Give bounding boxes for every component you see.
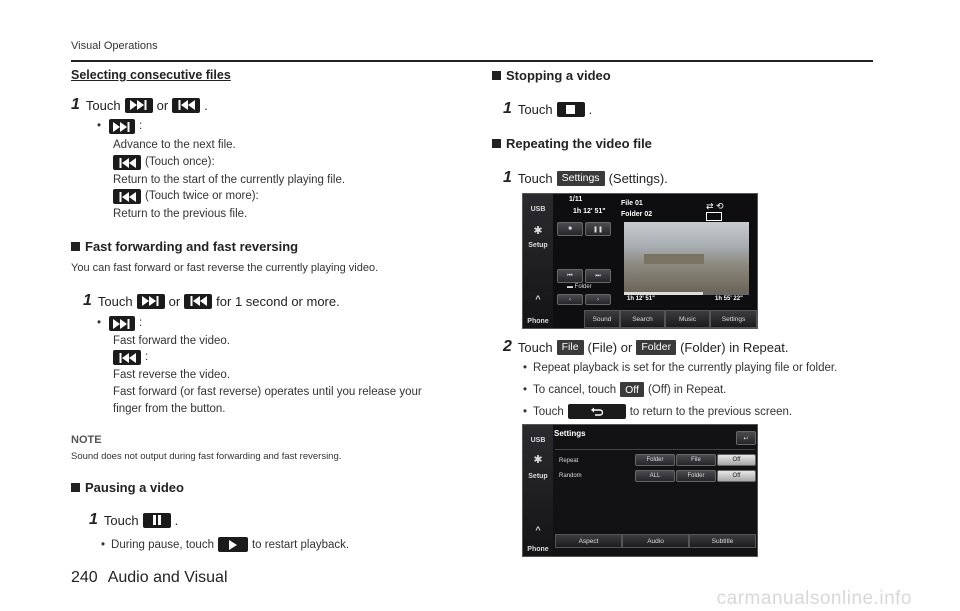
folder-icon: ▬ (567, 284, 573, 290)
display-mode-icon (706, 212, 722, 221)
random-off-button[interactable]: Off (717, 470, 756, 482)
stop-button[interactable]: ■ (557, 222, 583, 236)
time-left: 1h 12' 51" (627, 296, 655, 302)
step-number: 1 (503, 100, 512, 117)
bluetooth-icon: ✱ (533, 225, 543, 237)
header-rule (71, 60, 873, 62)
pause-button[interactable]: ❚❚ (585, 222, 611, 236)
step-number: 1 (71, 96, 80, 113)
time-total: 1h 55' 22" (715, 296, 743, 302)
next-icon (109, 119, 135, 134)
off-label: Off (620, 382, 644, 397)
stop-heading: Stopping a video (492, 68, 611, 83)
watermark: carmanualsonline.info (716, 588, 912, 609)
folder-button[interactable]: ▬ Folder (567, 284, 592, 290)
usb-source: USB (530, 437, 546, 444)
pause-icon (143, 513, 171, 528)
repeat-off-button[interactable]: Off (717, 454, 756, 466)
step-fast-forward: 1 Touch or for 1 second or more. (83, 292, 340, 309)
tab-subtitle[interactable]: Subtitle (689, 534, 756, 548)
ff-note-1: Fast forward (or fast reverse) operates until you release your (113, 386, 422, 398)
video-thumbnail (624, 222, 749, 292)
previous-button[interactable]: ⏮ (557, 269, 583, 283)
play-icon (218, 537, 248, 552)
phone-label: Phone (527, 546, 549, 553)
pause-bullet: • During pause, touch to restart playback. (101, 538, 350, 551)
next-icon (125, 98, 153, 113)
ff-intro: You can fast forward or fast reverse the currently playing video. (71, 262, 379, 274)
up-arrow-icon: ^ (535, 294, 541, 304)
ff-line: • : (97, 317, 143, 329)
square-bullet-icon (71, 242, 80, 251)
tab-search[interactable]: Search (620, 310, 665, 328)
repeat-mode-icon: ⇄ ⟲ (706, 201, 724, 211)
square-bullet-icon (71, 483, 80, 492)
repeat-bullet-2: • To cancel, touch Off (Off) in Repeat. (523, 383, 727, 396)
running-header: Visual Operations (71, 40, 158, 52)
settings-screen (522, 424, 758, 557)
ff-note-2: finger from the button. (113, 403, 226, 415)
tab-settings[interactable]: Settings (710, 310, 757, 328)
video-bridge (644, 254, 704, 264)
previous-icon (184, 294, 212, 309)
divider (555, 449, 755, 450)
square-bullet-icon (492, 139, 501, 148)
settings-label: Settings (557, 171, 605, 186)
phone-label: Phone (527, 318, 549, 325)
page-footer (71, 569, 238, 587)
file-name: File 01 (621, 200, 643, 207)
screen-sidebar (523, 425, 553, 556)
prev-twice-line: (Touch twice or more): (109, 188, 259, 205)
next-desc: Advance to the next file. (113, 139, 236, 151)
settings-title: Settings (554, 429, 586, 438)
previous-icon (113, 350, 141, 365)
random-label: Random (559, 473, 582, 479)
next-icon (137, 294, 165, 309)
step-pause: 1 Touch . (89, 511, 179, 528)
repeat-label: Repeat (559, 458, 579, 464)
previous-icon (113, 155, 141, 170)
back-icon: ↩ (743, 435, 749, 442)
repeat-bullet-1: • Repeat playback is set for the currently playing file or folder. (523, 362, 838, 374)
selecting-files-heading: Selecting consecutive files (71, 68, 231, 82)
elapsed-time: 1h 12' 51" (573, 208, 606, 215)
next-icon (109, 316, 135, 331)
random-all-button[interactable]: ALL (635, 470, 675, 482)
prev-once-desc: Return to the start of the currently playing file. (113, 174, 346, 186)
right-button[interactable]: › (585, 294, 611, 305)
back-button[interactable] (736, 431, 756, 445)
bluetooth-icon: ✱ (533, 454, 543, 466)
step-number: 1 (83, 292, 92, 309)
step-stop: 1 Touch . (503, 100, 593, 117)
fr-desc: Fast reverse the video. (113, 369, 230, 381)
setup-label: Setup (528, 242, 548, 249)
left-button[interactable]: ‹ (557, 294, 583, 305)
previous-icon (113, 189, 141, 204)
folder-label: Folder (636, 340, 676, 355)
page-number: 240 (71, 569, 98, 586)
previous-icon (172, 98, 200, 113)
progress-fill (624, 292, 703, 295)
prev-twice-desc: Return to the previous file. (113, 208, 248, 220)
step-select-files (71, 96, 208, 114)
ff-desc: Fast forward the video. (113, 335, 230, 347)
random-folder-button[interactable]: Folder (676, 470, 716, 482)
fr-line: : (109, 349, 148, 366)
repeat-folder-button[interactable]: Folder (635, 454, 675, 466)
tab-audio[interactable]: Audio (622, 534, 689, 548)
folder-name: Folder 02 (621, 211, 653, 218)
step-number: 1 (503, 169, 512, 186)
file-label: File (557, 340, 584, 355)
tab-music[interactable]: Music (665, 310, 710, 328)
step-end: . (204, 97, 208, 113)
stop-icon (557, 102, 585, 117)
next-description: • : (97, 120, 143, 132)
square-bullet-icon (492, 71, 501, 80)
note-heading: NOTE (71, 434, 102, 446)
tab-aspect[interactable]: Aspect (555, 534, 622, 548)
step-repeat: 2 Touch File (File) or Folder (Folder) in Repeat. (503, 338, 789, 355)
prev-once-line: (Touch once): (109, 154, 215, 171)
step-number: 1 (89, 511, 98, 528)
setup-label: Setup (528, 473, 548, 480)
note-text: Sound does not output during fast forwarding and fast reversing. (71, 451, 342, 462)
pause-heading: Pausing a video (71, 480, 184, 495)
ff-heading: Fast forwarding and fast reversing (71, 239, 298, 254)
usb-source: USB (530, 206, 546, 213)
tab-sound[interactable]: Sound (584, 310, 620, 328)
step-settings: 1 Touch Settings (Settings). (503, 169, 668, 186)
step-or: or (156, 97, 169, 113)
progress-track (624, 292, 749, 295)
step-number: 2 (503, 338, 512, 355)
screen-sidebar (523, 194, 553, 328)
footer-section: Audio and Visual (107, 569, 228, 586)
next-button[interactable]: ⏭ (585, 269, 611, 283)
playback-screen (522, 193, 758, 329)
repeat-heading: Repeating the video file (492, 136, 652, 151)
step-text: Touch (85, 97, 121, 113)
track-counter: 1/11 (569, 196, 583, 203)
back-icon (568, 404, 626, 419)
up-arrow-icon: ^ (535, 525, 541, 535)
repeat-bullet-3: • Touch to return to the previous screen. (523, 405, 793, 418)
repeat-file-button[interactable]: File (676, 454, 716, 466)
